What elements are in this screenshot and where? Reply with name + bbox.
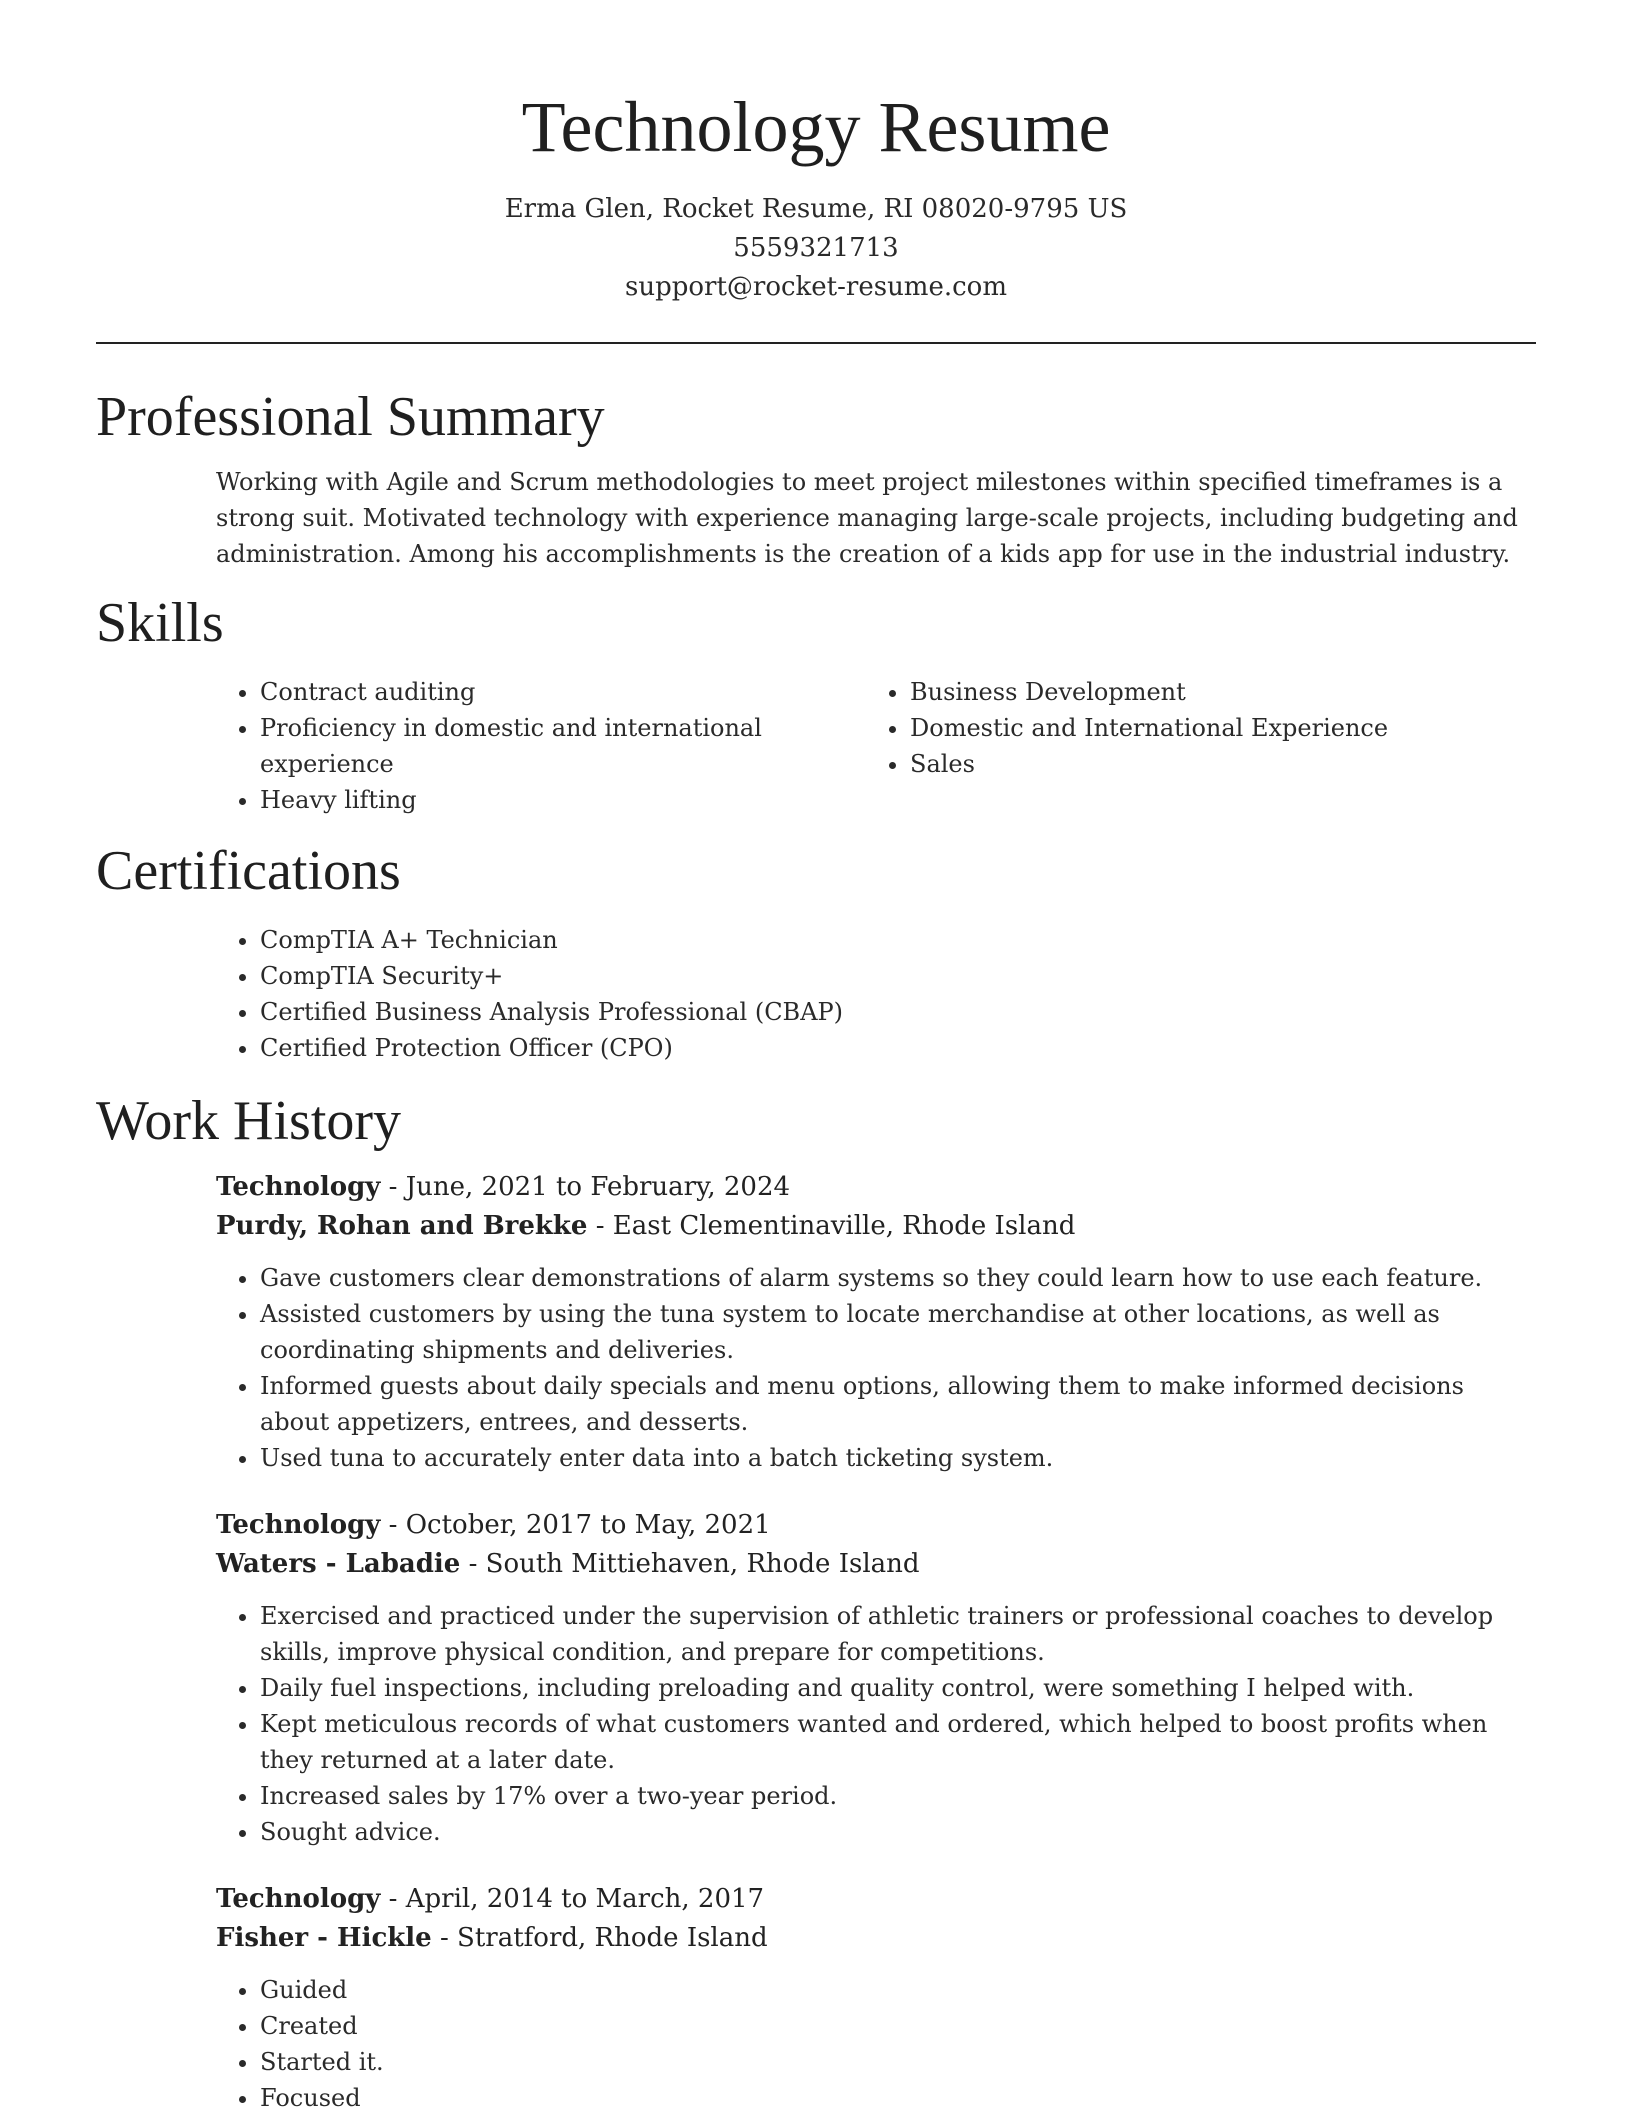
job-location: - South Mittiehaven, Rhode Island <box>460 1549 920 1579</box>
contact-block <box>0 190 1632 307</box>
skill-item: • Domestic and International Experience <box>910 710 1536 746</box>
skill-item: • Business Development <box>910 674 1536 710</box>
work-history-section <box>96 1088 1536 2116</box>
summary-heading: Professional Summary <box>96 386 605 448</box>
job-duty-item: • Sought advice. <box>260 1814 1536 1850</box>
job-duties-list <box>216 1260 1536 1476</box>
contact-email: support@rocket-resume.com <box>624 272 1007 302</box>
job-company: Purdy, Rohan and Brekke <box>216 1211 588 1241</box>
job-duty-item: • Daily fuel inspections, including preloading and quality control, were something I helped with. <box>260 1670 1536 1706</box>
job-title: Technology <box>216 1510 381 1540</box>
job-duties-list <box>216 1598 1536 1850</box>
certifications-list-wrap <box>216 922 1536 1066</box>
job-duty-item: • Started it. <box>260 2044 1536 2080</box>
job-title-line <box>216 1168 1536 1207</box>
job-duty-item: • Focused <box>260 2080 1536 2116</box>
job-dates: - October, 2017 to May, 2021 <box>380 1510 771 1540</box>
skills-column-left <box>216 674 866 818</box>
job-duties-list <box>216 1972 1536 2116</box>
job-duty-item: • Used tuna to accurately enter data into a batch ticketing system. <box>260 1440 1536 1476</box>
certification-item: • Certified Business Analysis Professional (CBAP) <box>260 994 1536 1030</box>
certification-item: • Certified Protection Officer (CPO) <box>260 1030 1536 1066</box>
skills-section <box>96 590 1536 818</box>
job-duty-item: • Exercised and practiced under the supervision of athletic trainers or professional coaches to develop skills, improve physical condition, and prepare for competitions. <box>260 1598 1536 1670</box>
contact-address: Erma Glen, Rocket Resume, RI 08020-9795 US <box>504 194 1128 224</box>
job-company-line <box>216 1545 1536 1584</box>
job-duty-item: • Increased sales by 17% over a two-year period. <box>260 1778 1536 1814</box>
skill-item: • Proficiency in domestic and international experience <box>260 710 806 782</box>
job-duty-item: • Kept meticulous records of what customers wanted and ordered, which helped to boost profits when they returned at a later date. <box>260 1706 1536 1778</box>
certification-item: • CompTIA Security+ <box>260 958 1536 994</box>
resume-title: Technology Resume <box>521 87 1111 167</box>
job-title: Technology <box>216 1884 381 1914</box>
resume-header <box>0 0 1632 307</box>
skill-item: • Heavy lifting <box>260 782 806 818</box>
skills-column-right <box>866 674 1536 818</box>
skills-list-right <box>866 674 1536 782</box>
skill-item: • Contract auditing <box>260 674 806 710</box>
job-entry <box>216 1506 1536 1850</box>
job-company-line <box>216 1207 1536 1246</box>
job-title-line <box>216 1880 1536 1919</box>
certifications-heading: Certifications <box>96 840 401 902</box>
job-entry <box>216 1880 1536 2116</box>
job-dates: - June, 2021 to February, 2024 <box>380 1172 791 1202</box>
header-divider <box>96 342 1536 344</box>
job-company: Fisher - Hickle <box>216 1923 432 1953</box>
certifications-section <box>96 838 1536 1066</box>
skills-list-left <box>216 674 866 818</box>
certifications-list <box>216 922 1536 1066</box>
job-duty-item: • Guided <box>260 1972 1536 2008</box>
job-company: Waters - Labadie <box>216 1549 461 1579</box>
job-duty-item: • Informed guests about daily specials and menu options, allowing them to make informed decisions about appetizers, entrees, and desserts. <box>260 1368 1536 1440</box>
job-duty-item: • Created <box>260 2008 1536 2044</box>
skills-columns <box>216 674 1536 818</box>
skill-item: • Sales <box>910 746 1536 782</box>
job-duty-item: • Assisted customers by using the tuna system to locate merchandise at other locations, as well as coordinating shipments and deliveries. <box>260 1296 1536 1368</box>
job-title: Technology <box>216 1172 381 1202</box>
job-title-line <box>216 1506 1536 1545</box>
skills-heading: Skills <box>96 592 224 654</box>
contact-phone: 5559321713 <box>733 233 899 263</box>
job-company-line <box>216 1919 1536 1958</box>
job-dates: - April, 2014 to March, 2017 <box>380 1884 765 1914</box>
work-history-heading: Work History <box>96 1090 402 1152</box>
job-entry <box>216 1168 1536 1476</box>
job-location: - East Clementinaville, Rhode Island <box>587 1211 1076 1241</box>
summary-text: Working with Agile and Scrum methodologies to meet project milestones within specified timeframes is a strong suit. Motivated technology with experience managing large-scale projects, including budgeting and administration. Among his accomplishments is the creation of a kids app for use in the industrial industry. <box>216 468 1518 568</box>
job-duty-item: • Gave customers clear demonstrations of alarm systems so they could learn how to use each feature. <box>260 1260 1536 1296</box>
job-location: - Stratford, Rhode Island <box>431 1923 768 1953</box>
certification-item: • CompTIA A+ Technician <box>260 922 1536 958</box>
summary-section <box>96 384 1536 572</box>
